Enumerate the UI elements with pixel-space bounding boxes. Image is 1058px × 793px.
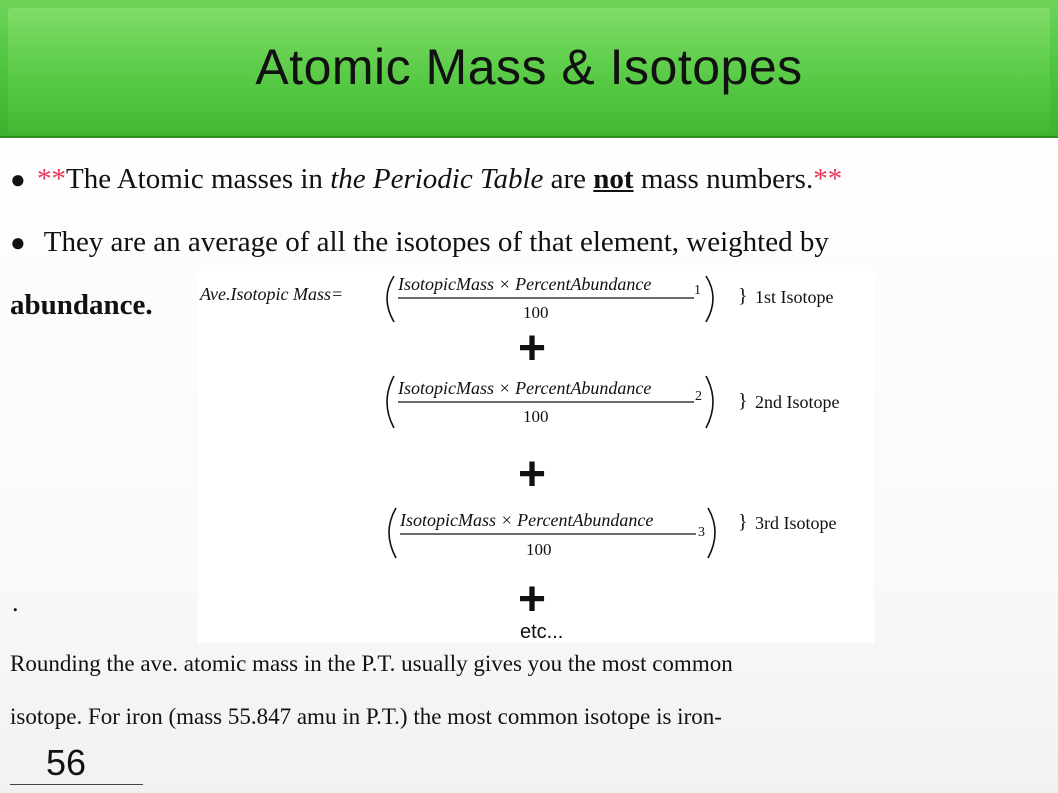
brace-2: }	[738, 390, 748, 412]
numerator-1: IsotopicMass × PercentAbundance	[398, 274, 652, 294]
paren-right	[708, 508, 715, 558]
formula-term-3	[389, 508, 836, 559]
formula-lhs: Ave.Isotopic Mass=	[200, 284, 344, 304]
denominator-3: 100	[526, 540, 552, 559]
bullet-1-text-b: are	[543, 163, 594, 195]
bullet-1-not: not	[593, 163, 634, 195]
paren-right	[706, 376, 713, 428]
formula-image	[198, 270, 874, 643]
paren-left	[387, 276, 394, 322]
label-3: 3rd Isotope	[755, 513, 837, 533]
bullet-dot-icon: ●	[10, 228, 26, 257]
numerator-2: IsotopicMass × PercentAbundance	[398, 378, 652, 398]
bullet-2-continuation: abundance.	[10, 289, 153, 321]
etc-label: etc...	[520, 621, 564, 643]
paragraph-line-1: Rounding the ave. atomic mass in the P.T. usually gives you the most common	[10, 651, 733, 676]
formula-term-2	[387, 376, 840, 428]
plus-3: +	[518, 573, 547, 626]
brace-3: }	[738, 511, 748, 533]
bullet-dot-icon: ●	[10, 165, 26, 194]
label-1: 1st Isotope	[755, 287, 834, 307]
stray-dot: .	[12, 588, 19, 617]
denominator-1: 100	[523, 303, 549, 322]
bullet-2	[10, 226, 829, 259]
paragraph-line-2: isotope. For iron (mass 55.847 amu in P.T.) the most common isotope is iron-	[10, 704, 722, 729]
subscript-2: 2	[695, 389, 702, 404]
plus-2: +	[518, 448, 547, 501]
plus-1: +	[518, 322, 547, 375]
bullet-1-italic: the Periodic Table	[330, 163, 544, 195]
paren-right	[706, 276, 713, 322]
subscript-3: 3	[698, 525, 705, 540]
brace-1: }	[738, 285, 748, 307]
bullet-1-text-a: The Atomic masses in	[66, 163, 331, 195]
paren-left	[387, 376, 394, 428]
stars-open: **	[37, 163, 66, 195]
slide-number: 56	[46, 742, 87, 783]
page-title: Atomic Mass & Isotopes	[255, 39, 803, 95]
numerator-3: IsotopicMass × PercentAbundance	[400, 510, 654, 530]
denominator-2: 100	[523, 407, 549, 426]
label-2: 2nd Isotope	[755, 392, 840, 412]
stars-close: **	[813, 163, 843, 195]
bullet-1-text-c: mass numbers.	[633, 163, 814, 195]
paren-left	[389, 508, 396, 558]
subscript-1: 1	[694, 283, 701, 298]
bullet-1	[10, 163, 842, 196]
bullet-2-text: They are an average of all the isotopes of that element, weighted by	[37, 226, 829, 258]
slide-number-rule	[10, 784, 143, 785]
formula-term-1	[387, 274, 834, 322]
